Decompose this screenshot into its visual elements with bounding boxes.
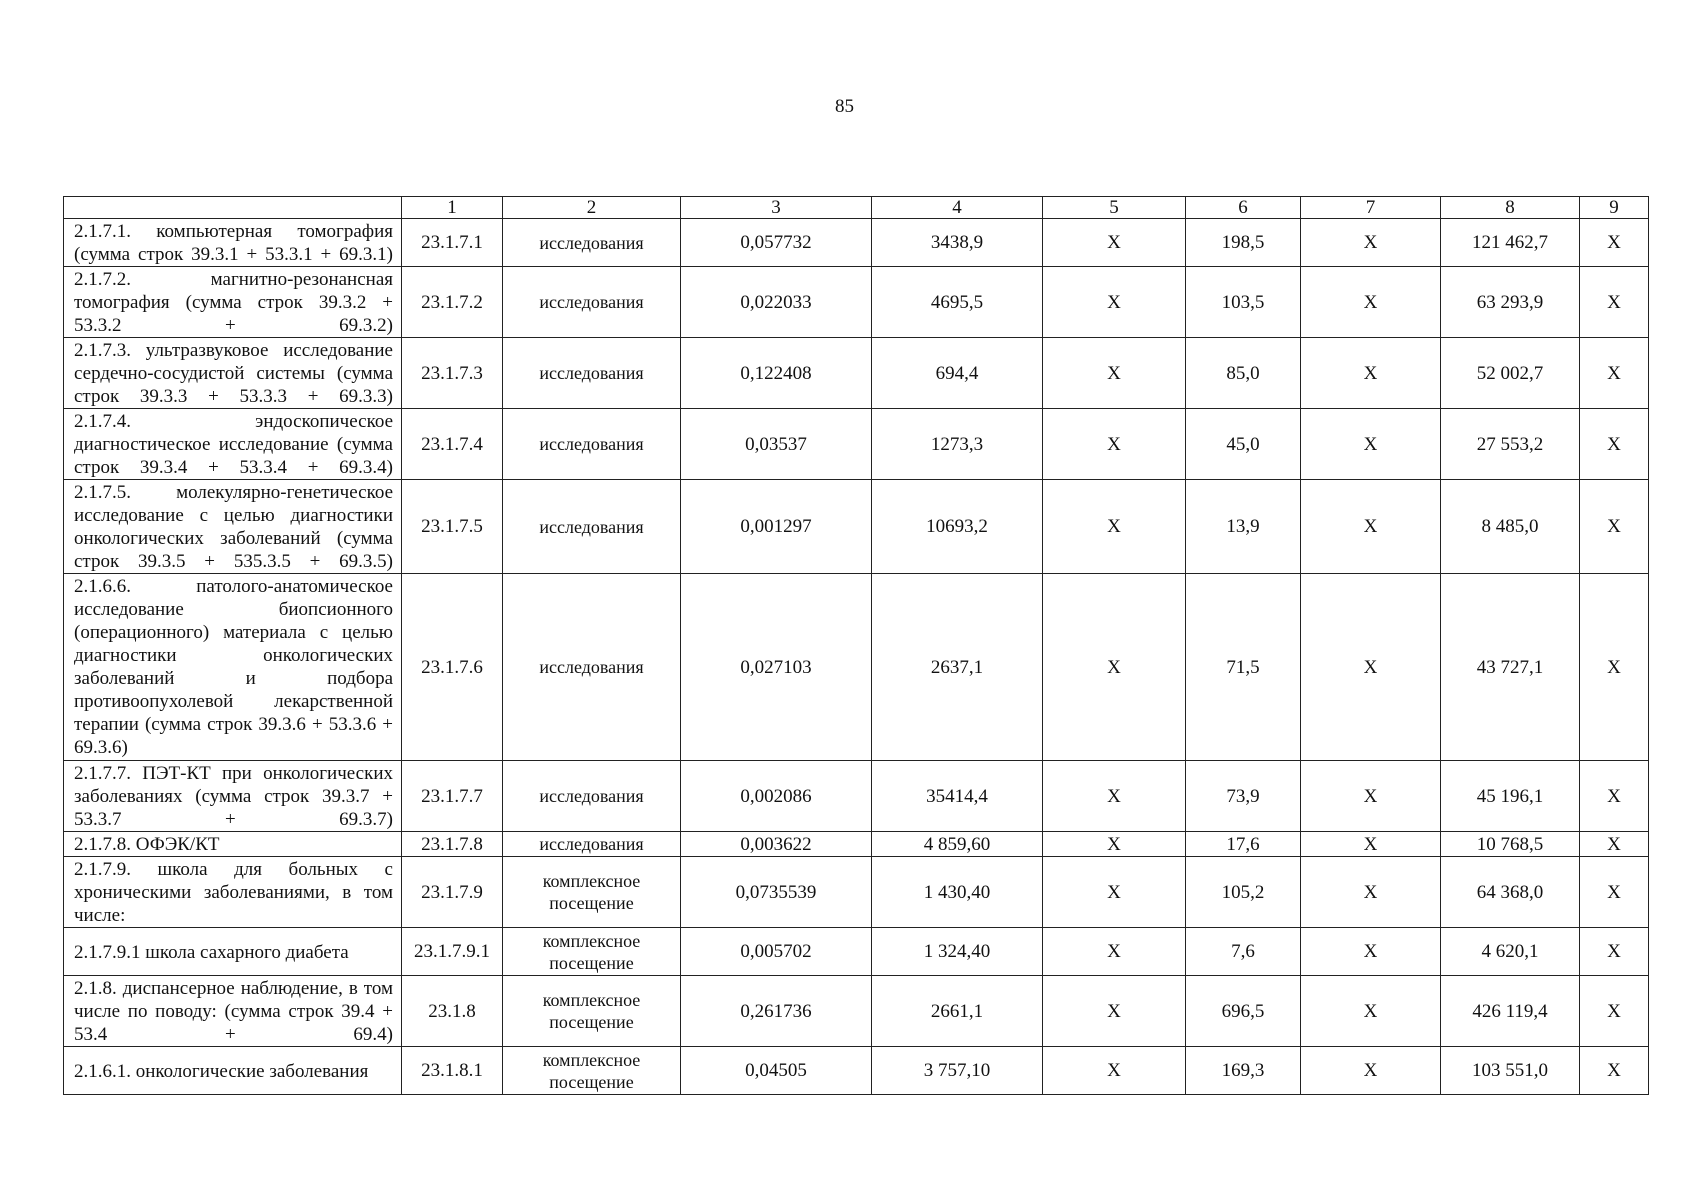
row-col4: 4 859,60: [872, 832, 1043, 857]
row-unit: комплексное посещение: [503, 1047, 681, 1095]
row-col7: X: [1301, 409, 1441, 480]
table-row: [64, 1047, 1649, 1095]
table-row: [64, 219, 1649, 267]
row-col3: 0,057732: [681, 219, 872, 267]
row-code: 23.1.7.8: [402, 832, 503, 857]
row-col7: X: [1301, 1047, 1441, 1095]
row-col9: X: [1580, 928, 1649, 976]
row-col6: 45,0: [1186, 409, 1301, 480]
row-col4: 35414,4: [872, 761, 1043, 832]
table-row: [64, 761, 1649, 832]
row-col4: 10693,2: [872, 480, 1043, 574]
row-unit: исследования: [503, 338, 681, 409]
row-col5: X: [1043, 928, 1186, 976]
row-col8: 426 119,4: [1441, 976, 1580, 1047]
row-code: 23.1.7.5: [402, 480, 503, 574]
row-code: 23.1.8.1: [402, 1047, 503, 1095]
row-code: 23.1.7.7: [402, 761, 503, 832]
row-col9: X: [1580, 267, 1649, 338]
table-row: [64, 976, 1649, 1047]
row-unit: комплексное посещение: [503, 976, 681, 1047]
row-col3: 0,002086: [681, 761, 872, 832]
table-row: [64, 574, 1649, 761]
table-row: [64, 338, 1649, 409]
row-col6: 696,5: [1186, 976, 1301, 1047]
table-row: [64, 857, 1649, 928]
row-col3: 0,005702: [681, 928, 872, 976]
row-col7: X: [1301, 832, 1441, 857]
row-col8: 45 196,1: [1441, 761, 1580, 832]
header-row: [64, 197, 1649, 219]
header-cell: 1: [402, 197, 503, 219]
header-cell: 7: [1301, 197, 1441, 219]
row-description: 2.1.7.1. компьютерная томография (сумма строк 39.3.1 + 53.3.1 + 69.3.1): [64, 219, 402, 267]
row-col6: 13,9: [1186, 480, 1301, 574]
row-unit: комплексное посещение: [503, 857, 681, 928]
row-col9: X: [1580, 574, 1649, 761]
row-col7: X: [1301, 857, 1441, 928]
table-row: [64, 832, 1649, 857]
row-col4: 2637,1: [872, 574, 1043, 761]
row-col4: 2661,1: [872, 976, 1043, 1047]
row-col6: 103,5: [1186, 267, 1301, 338]
row-col6: 198,5: [1186, 219, 1301, 267]
header-cell: [64, 197, 402, 219]
row-col9: X: [1580, 409, 1649, 480]
row-description: 2.1.7.9. школа для больных с хроническими заболеваниями, в том числе:: [64, 857, 402, 928]
row-col3: 0,122408: [681, 338, 872, 409]
table-row: [64, 480, 1649, 574]
page-number: 85: [835, 96, 854, 117]
row-col8: 27 553,2: [1441, 409, 1580, 480]
row-col5: X: [1043, 1047, 1186, 1095]
row-col6: 85,0: [1186, 338, 1301, 409]
row-col7: X: [1301, 761, 1441, 832]
row-description: 2.1.6.6. патолого-анатомическое исследование биопсионного (операционного) материала с целью диагностики онкологических заболеваний и подбора противоопухолевой лекарственной терапии (сумма строк 39.3.6 + 53.3.6 + 69.3.6): [64, 574, 402, 761]
row-col4: 694,4: [872, 338, 1043, 409]
row-col8: 103 551,0: [1441, 1047, 1580, 1095]
row-col3: 0,003622: [681, 832, 872, 857]
row-col6: 73,9: [1186, 761, 1301, 832]
table-row: [64, 928, 1649, 976]
row-col8: 121 462,7: [1441, 219, 1580, 267]
header-cell: 8: [1441, 197, 1580, 219]
row-col7: X: [1301, 976, 1441, 1047]
row-unit: исследования: [503, 574, 681, 761]
row-unit: исследования: [503, 219, 681, 267]
row-description: 2.1.7.9.1 школа сахарного диабета: [64, 928, 402, 976]
row-col8: 52 002,7: [1441, 338, 1580, 409]
table-row: [64, 409, 1649, 480]
row-col4: 1 324,40: [872, 928, 1043, 976]
row-col3: 0,027103: [681, 574, 872, 761]
row-col5: X: [1043, 761, 1186, 832]
header-cell: 2: [503, 197, 681, 219]
row-description: 2.1.7.5. молекулярно-генетическое исследование с целью диагностики онкологических заболеваний (сумма строк 39.3.5 + 535.3.5 + 69.3.5): [64, 480, 402, 574]
row-col9: X: [1580, 480, 1649, 574]
row-description: 2.1.7.7. ПЭТ-КТ при онкологических заболеваниях (сумма строк 39.3.7 + 53.3.7 + 69.3.7): [64, 761, 402, 832]
row-col7: X: [1301, 219, 1441, 267]
row-col3: 0,03537: [681, 409, 872, 480]
row-col3: 0,04505: [681, 1047, 872, 1095]
row-col9: X: [1580, 976, 1649, 1047]
row-col8: 10 768,5: [1441, 832, 1580, 857]
row-col9: X: [1580, 338, 1649, 409]
row-col5: X: [1043, 267, 1186, 338]
row-description: 2.1.7.4. эндоскопическое диагностическое исследование (сумма строк 39.3.4 + 53.3.4 + 69.3.4): [64, 409, 402, 480]
row-col7: X: [1301, 574, 1441, 761]
row-col5: X: [1043, 574, 1186, 761]
row-col6: 105,2: [1186, 857, 1301, 928]
row-code: 23.1.7.2: [402, 267, 503, 338]
row-col5: X: [1043, 338, 1186, 409]
row-col5: X: [1043, 480, 1186, 574]
row-col8: 4 620,1: [1441, 928, 1580, 976]
row-col4: 1 430,40: [872, 857, 1043, 928]
row-col9: X: [1580, 832, 1649, 857]
row-col4: 3438,9: [872, 219, 1043, 267]
header-cell: 4: [872, 197, 1043, 219]
row-col5: X: [1043, 832, 1186, 857]
row-code: 23.1.7.6: [402, 574, 503, 761]
row-col4: 1273,3: [872, 409, 1043, 480]
header-cell: 3: [681, 197, 872, 219]
row-col9: X: [1580, 761, 1649, 832]
row-code: 23.1.7.9: [402, 857, 503, 928]
row-col3: 0,001297: [681, 480, 872, 574]
row-unit: исследования: [503, 267, 681, 338]
row-col8: 64 368,0: [1441, 857, 1580, 928]
row-unit: исследования: [503, 761, 681, 832]
row-col5: X: [1043, 219, 1186, 267]
row-col3: 0,0735539: [681, 857, 872, 928]
row-code: 23.1.7.3: [402, 338, 503, 409]
row-col5: X: [1043, 857, 1186, 928]
row-col9: X: [1580, 1047, 1649, 1095]
row-description: 2.1.8. диспансерное наблюдение, в том числе по поводу: (сумма строк 39.4 + 53.4 + 69.4): [64, 976, 402, 1047]
row-unit: комплексное посещение: [503, 928, 681, 976]
row-col4: 4695,5: [872, 267, 1043, 338]
row-col6: 17,6: [1186, 832, 1301, 857]
row-description: 2.1.7.2. магнитно-резонансная томография (сумма строк 39.3.2 + 53.3.2 + 69.3.2): [64, 267, 402, 338]
row-unit: исследования: [503, 480, 681, 574]
row-col5: X: [1043, 409, 1186, 480]
row-description: 2.1.7.3. ультразвуковое исследование сердечно-сосудистой системы (сумма строк 39.3.3 + 53.3.3 + 69.3.3): [64, 338, 402, 409]
table-row: [64, 267, 1649, 338]
row-code: 23.1.7.4: [402, 409, 503, 480]
row-col6: 7,6: [1186, 928, 1301, 976]
row-col7: X: [1301, 480, 1441, 574]
row-col4: 3 757,10: [872, 1047, 1043, 1095]
row-col3: 0,022033: [681, 267, 872, 338]
row-col8: 63 293,9: [1441, 267, 1580, 338]
header-cell: 9: [1580, 197, 1649, 219]
row-col6: 169,3: [1186, 1047, 1301, 1095]
header-cell: 5: [1043, 197, 1186, 219]
row-code: 23.1.7.1: [402, 219, 503, 267]
data-table: [63, 196, 1649, 1095]
row-unit: исследования: [503, 832, 681, 857]
row-code: 23.1.7.9.1: [402, 928, 503, 976]
row-description: 2.1.7.8. ОФЭК/КТ: [64, 832, 402, 857]
row-col9: X: [1580, 219, 1649, 267]
row-col7: X: [1301, 267, 1441, 338]
row-col7: X: [1301, 338, 1441, 409]
row-col8: 8 485,0: [1441, 480, 1580, 574]
row-description: 2.1.6.1. онкологические заболевания: [64, 1047, 402, 1095]
row-col3: 0,261736: [681, 976, 872, 1047]
row-col8: 43 727,1: [1441, 574, 1580, 761]
row-col5: X: [1043, 976, 1186, 1047]
row-col9: X: [1580, 857, 1649, 928]
header-cell: 6: [1186, 197, 1301, 219]
row-col6: 71,5: [1186, 574, 1301, 761]
row-unit: исследования: [503, 409, 681, 480]
row-col7: X: [1301, 928, 1441, 976]
row-code: 23.1.8: [402, 976, 503, 1047]
